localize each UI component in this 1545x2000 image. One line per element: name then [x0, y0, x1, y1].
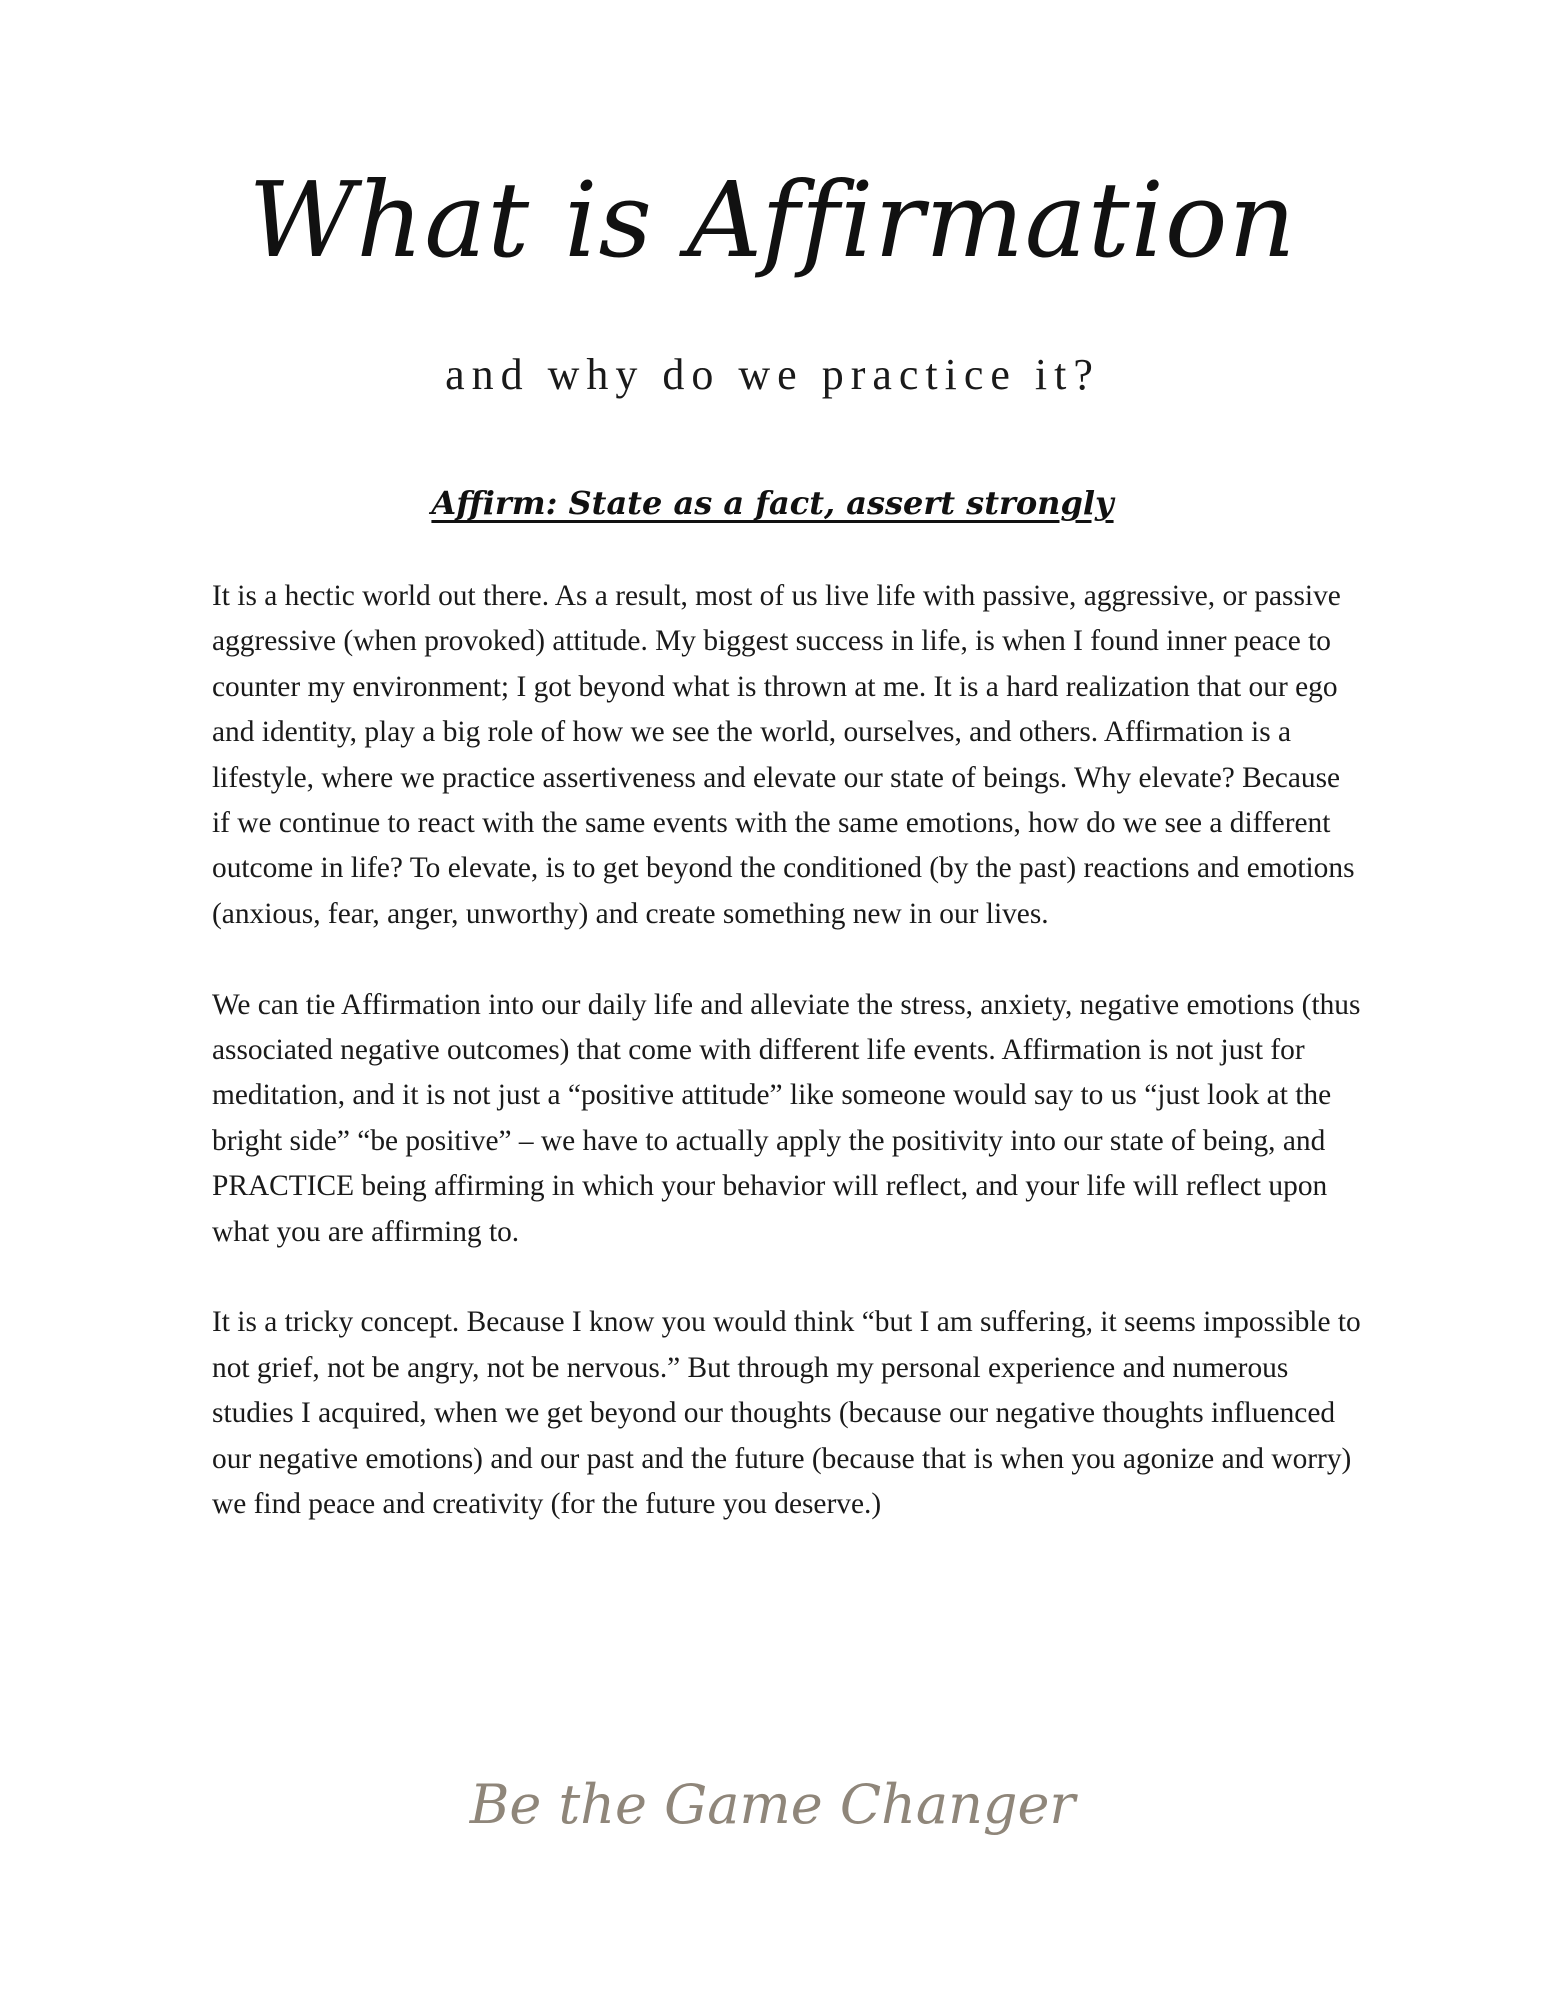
page-title: What is Affirmation — [248, 159, 1297, 281]
body-text — [212, 574, 1362, 1573]
paragraph: We can tie Affirmation into our daily life and alleviate the stress, anxiety, negative emotions (thus associated negative outcomes) that come with different life events. Affirmation is not just for meditation, and it is not just a “positive attitude” like someone would say to us “just look at the bright side” “be positive” – we have to actually apply the positivity into our state of being, and PRACTICE being affirming in which your behavior will reflect, and your life will reflect upon what you are affirming to. — [212, 988, 1361, 1248]
paragraph: It is a hectic world out there. As a result, most of us live life with passive, aggressive, or passive aggressive (when provoked) attitude. My biggest success in life, is when I found inner peace to counter my environment; I got beyond what is thrown at me. It is a hard realization that our ego and identity, play a big role of how we see the world, ourselves, and others. Affirmation is a lifestyle, where we practice assertiveness and elevate our state of beings. Why elevate? Because if we continue to react with the same events with the same emotions, how do we see a different outcome in life? To elevate, is to get beyond the conditioned (by the past) reactions and emotions (anxious, fear, anger, unworthy) and create something new in our lives. — [212, 580, 1355, 930]
paragraph: It is a tricky concept. Because I know you would think “but I am suffering, it seems impossible to not grief, not be angry, not be nervous.” But through my personal experience and numerous studies I acquired, when we get beyond our thoughts (because our negative thoughts influenced our negative emotions) and our past and the future (because that is when you agonize and worry) we find peace and creativity (for the future you deserve.) — [212, 1306, 1361, 1521]
footer-tagline: Be the Game Changer — [469, 1773, 1076, 1836]
definition-heading: Affirm: State as a fact, assert strongly — [431, 484, 1114, 522]
page-subtitle: and why do we practice it? — [445, 350, 1100, 399]
